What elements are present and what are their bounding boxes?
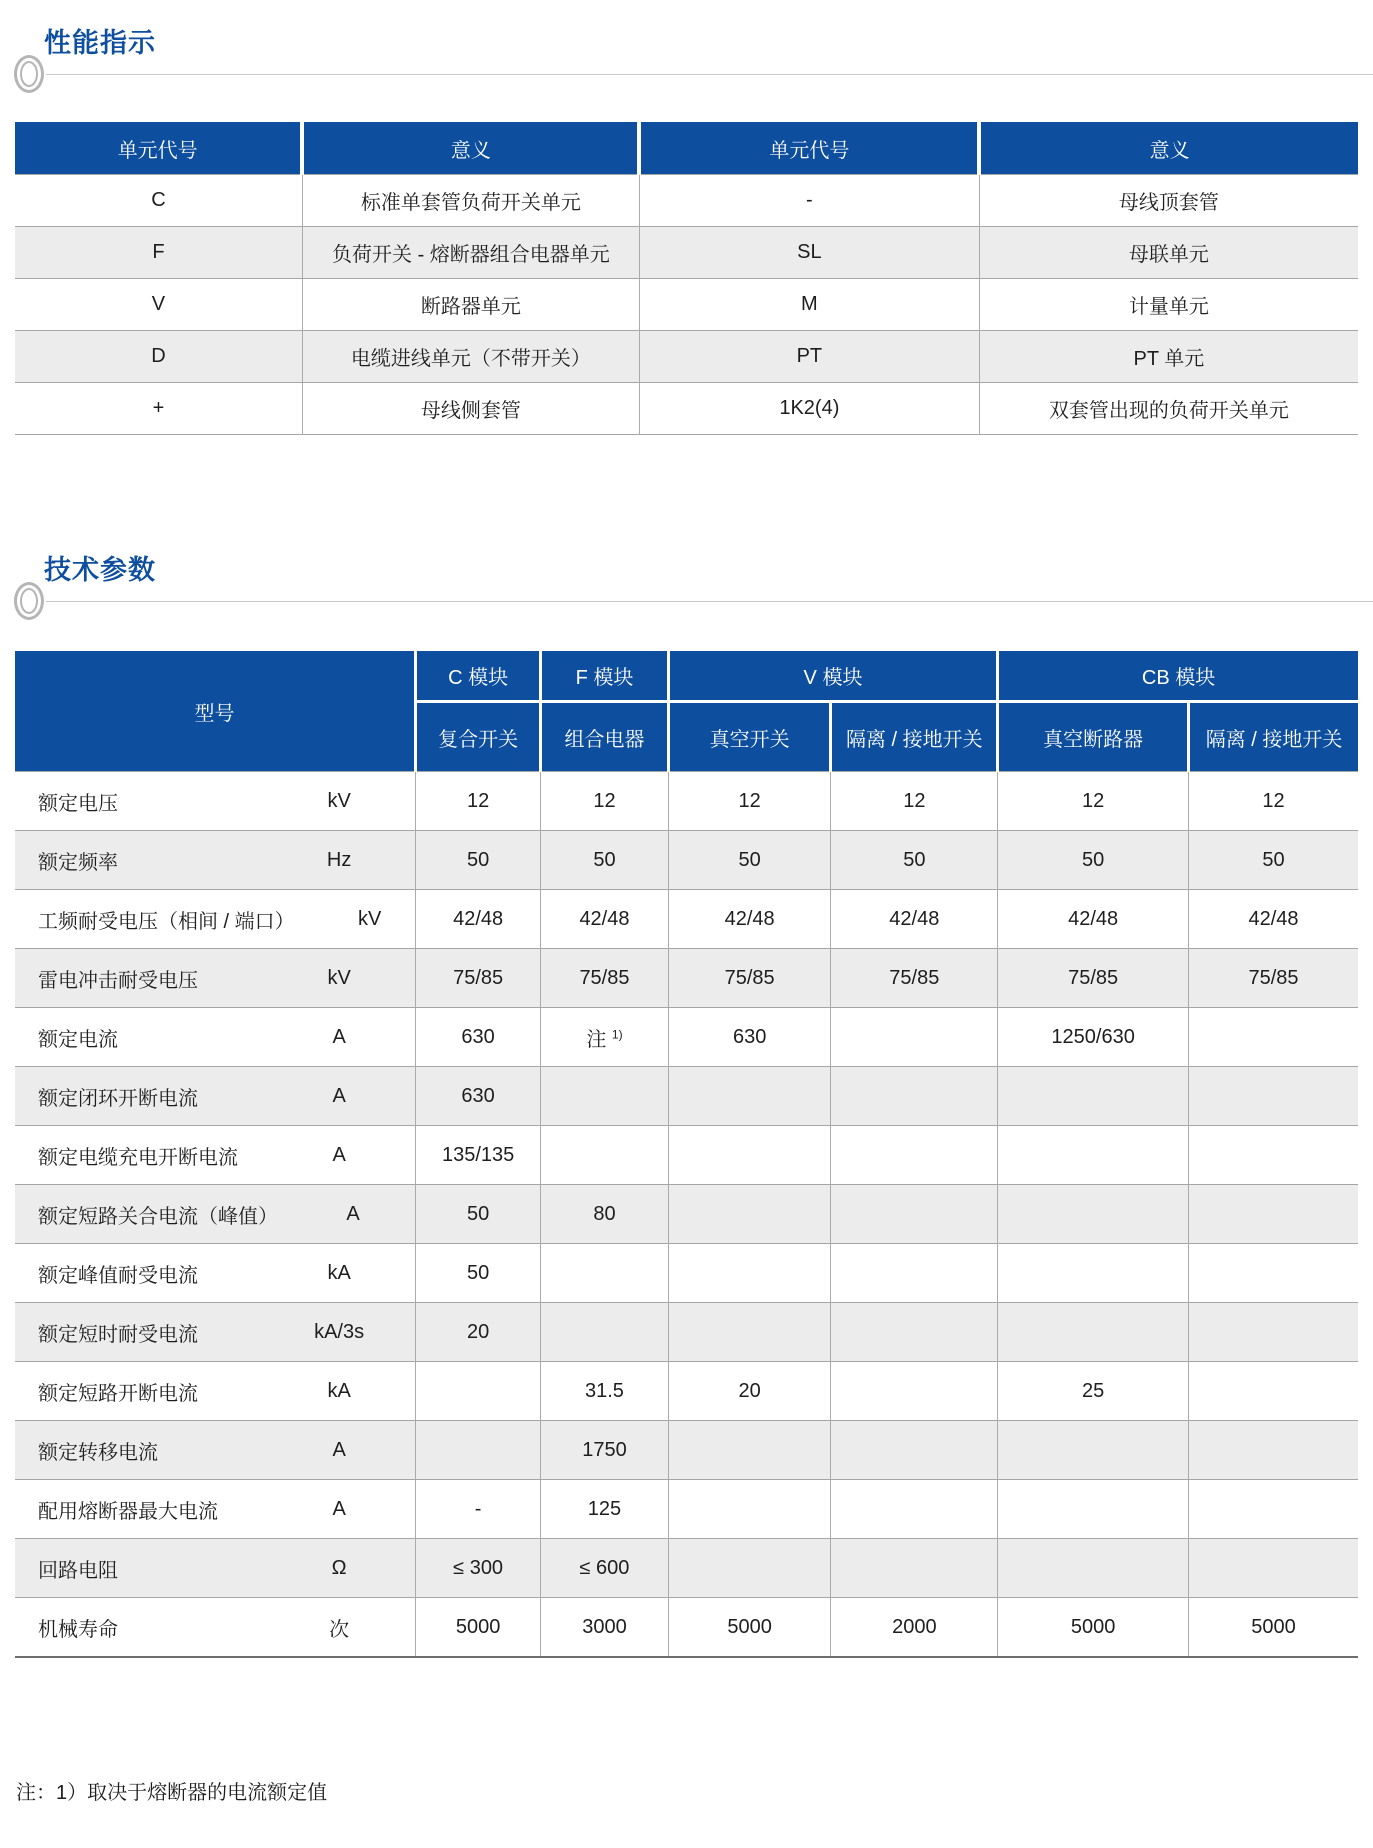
param-label-cell <box>15 1067 416 1126</box>
param-unit: Ω <box>331 1556 347 1579</box>
param-value <box>1189 1185 1358 1244</box>
param-value: 50 <box>831 831 998 890</box>
table-row <box>15 772 1358 831</box>
param-label-cell <box>15 1421 416 1480</box>
param-unit: kV <box>327 966 351 989</box>
param-name: 额定转移电流 <box>38 1441 158 1464</box>
param-label-cell <box>15 949 416 1008</box>
param-unit: kA <box>327 1379 351 1402</box>
param-name: 额定电流 <box>38 1028 118 1051</box>
param-value: 75/85 <box>541 949 669 1008</box>
unit-meaning-cell: 母联单元 <box>979 227 1358 279</box>
header-model: 型号 <box>15 651 416 772</box>
param-value: 630 <box>416 1067 541 1126</box>
module-group-f: F 模块 <box>541 651 669 702</box>
param-value: 12 <box>1189 772 1358 831</box>
param-value <box>831 1067 998 1126</box>
param-name: 额定频率 <box>38 851 118 874</box>
param-value <box>668 1244 831 1303</box>
param-value: 42/48 <box>541 890 669 949</box>
table-row <box>15 1303 1358 1362</box>
param-name: 额定短路关合电流（峰值） <box>38 1205 278 1228</box>
param-value <box>541 1126 669 1185</box>
param-value: 5000 <box>998 1598 1189 1658</box>
section-title-tech: 技术参数 <box>44 555 156 585</box>
table-row <box>15 1362 1358 1421</box>
section-title-performance: 性能指示 <box>44 28 156 58</box>
param-value <box>668 1539 831 1598</box>
param-value <box>998 1539 1189 1598</box>
param-value: 注 <box>586 1028 612 1051</box>
param-value <box>998 1126 1189 1185</box>
unit-meaning-cell: PT 单元 <box>979 331 1358 383</box>
param-value: - <box>416 1480 541 1539</box>
param-unit: kV <box>358 907 382 930</box>
param-value <box>1189 1126 1358 1185</box>
param-unit: A <box>332 1084 346 1107</box>
table-row <box>15 331 1358 383</box>
param-value: 5000 <box>416 1598 541 1658</box>
param-value <box>541 1244 669 1303</box>
unit-meaning-cell: 标准单套管负荷开关单元 <box>302 175 639 227</box>
param-value: 630 <box>668 1008 831 1067</box>
param-value <box>831 1185 998 1244</box>
param-value: 42/48 <box>831 890 998 949</box>
param-unit: kA <box>327 1261 351 1284</box>
param-value <box>831 1362 998 1421</box>
param-label-cell <box>15 1539 416 1598</box>
sub-header: 真空断路器 <box>998 702 1189 772</box>
param-value: 31.5 <box>541 1362 669 1421</box>
table-row <box>15 949 1358 1008</box>
table-row <box>15 1539 1358 1598</box>
param-value <box>1189 1067 1358 1126</box>
param-label-cell <box>15 1303 416 1362</box>
param-value: ≤ 600 <box>541 1539 669 1598</box>
param-value: 50 <box>416 1244 541 1303</box>
param-value: 80 <box>541 1185 669 1244</box>
param-name: 工频耐受电压（相间 / 端口） <box>38 910 295 933</box>
table-row <box>15 1244 1358 1303</box>
table-row <box>15 227 1358 279</box>
param-value: 50 <box>541 831 669 890</box>
param-value <box>998 1244 1189 1303</box>
param-name: 配用熔断器最大电流 <box>38 1500 218 1523</box>
param-value: 12 <box>668 772 831 831</box>
unit-meaning-cell: 母线顶套管 <box>979 175 1358 227</box>
param-unit: A <box>332 1438 346 1461</box>
unit-meaning-cell: 母线侧套管 <box>302 383 639 435</box>
param-value: 5000 <box>1189 1598 1358 1658</box>
param-value: 630 <box>416 1008 541 1067</box>
table-row <box>15 1480 1358 1539</box>
param-value <box>1189 1362 1358 1421</box>
param-name: 雷电冲击耐受电压 <box>38 969 198 992</box>
param-name: 额定闭环开断电流 <box>38 1087 198 1110</box>
unit-code-cell: - <box>639 175 979 227</box>
param-name: 额定电缆充电开断电流 <box>38 1146 238 1169</box>
param-value <box>541 1303 669 1362</box>
header-meaning: 意义 <box>979 122 1358 175</box>
param-value: 5000 <box>668 1598 831 1658</box>
param-label-cell <box>15 890 416 949</box>
param-value: 75/85 <box>831 949 998 1008</box>
param-value: 50 <box>416 831 541 890</box>
tech-params-table <box>15 651 1358 1658</box>
param-name: 额定峰值耐受电流 <box>38 1264 198 1287</box>
param-value-with-note <box>541 1008 669 1067</box>
header-unit-code: 单元代号 <box>639 122 979 175</box>
unit-meaning-cell: 双套管出现的负荷开关单元 <box>979 383 1358 435</box>
param-unit: kV <box>327 789 351 812</box>
param-label-cell <box>15 1362 416 1421</box>
param-value <box>998 1303 1189 1362</box>
param-value <box>1189 1303 1358 1362</box>
footnote-marker: 1) <box>611 1026 623 1041</box>
param-value <box>1189 1008 1358 1067</box>
section-rule <box>14 579 1373 623</box>
param-label-cell <box>15 1244 416 1303</box>
param-value: 3000 <box>541 1598 669 1658</box>
param-name: 额定短路开断电流 <box>38 1382 198 1405</box>
param-value: 75/85 <box>998 949 1189 1008</box>
param-label-cell <box>15 772 416 831</box>
param-unit: A <box>346 1202 360 1225</box>
param-value <box>831 1126 998 1185</box>
param-value: 42/48 <box>1189 890 1358 949</box>
param-value <box>831 1008 998 1067</box>
param-label-cell <box>15 1126 416 1185</box>
param-name: 机械寿命 <box>38 1618 118 1641</box>
param-unit: kA/3s <box>314 1320 365 1343</box>
unit-code-cell: D <box>15 331 302 383</box>
unit-code-cell: F <box>15 227 302 279</box>
table-row <box>15 1008 1358 1067</box>
unit-code-cell: V <box>15 279 302 331</box>
param-value: 42/48 <box>998 890 1189 949</box>
unit-code-cell: SL <box>639 227 979 279</box>
horizontal-rule <box>46 601 1373 602</box>
table-row <box>15 279 1358 331</box>
param-value <box>831 1421 998 1480</box>
param-value <box>668 1303 831 1362</box>
param-label-cell <box>15 831 416 890</box>
section-tech-params <box>0 435 1373 623</box>
param-unit: A <box>332 1143 346 1166</box>
param-label-cell <box>15 1185 416 1244</box>
unit-code-cell: PT <box>639 331 979 383</box>
horizontal-rule <box>46 74 1373 75</box>
param-value <box>1189 1244 1358 1303</box>
unit-table-header-row <box>15 122 1358 175</box>
param-value: 20 <box>668 1362 831 1421</box>
header-unit-code: 单元代号 <box>15 122 302 175</box>
param-value <box>668 1185 831 1244</box>
param-value <box>668 1480 831 1539</box>
param-value <box>831 1539 998 1598</box>
sub-header: 真空开关 <box>668 702 831 772</box>
param-value: 1750 <box>541 1421 669 1480</box>
param-value <box>998 1067 1189 1126</box>
param-value: 1250/630 <box>998 1008 1189 1067</box>
param-value: 75/85 <box>1189 949 1358 1008</box>
table-row <box>15 175 1358 227</box>
param-name: 回路电阻 <box>38 1559 118 1582</box>
footnote: 注：1）取决于熔断器的电流额定值 <box>16 1782 328 1804</box>
param-value <box>998 1480 1189 1539</box>
header-meaning: 意义 <box>302 122 639 175</box>
table-row <box>15 1421 1358 1480</box>
param-value: 125 <box>541 1480 669 1539</box>
param-unit: A <box>332 1025 346 1048</box>
param-value: 42/48 <box>416 890 541 949</box>
param-value <box>416 1421 541 1480</box>
param-value: 50 <box>998 831 1189 890</box>
param-value <box>541 1067 669 1126</box>
unit-code-cell: C <box>15 175 302 227</box>
param-value: 50 <box>416 1185 541 1244</box>
param-value <box>1189 1480 1358 1539</box>
sub-header: 隔离 / 接地开关 <box>1189 702 1358 772</box>
param-value: 2000 <box>831 1598 998 1658</box>
param-unit: A <box>332 1497 346 1520</box>
unit-meaning-cell: 计量单元 <box>979 279 1358 331</box>
unit-meaning-cell: 负荷开关 - 熔断器组合电器单元 <box>302 227 639 279</box>
param-name: 额定短时耐受电流 <box>38 1323 198 1346</box>
param-name: 额定电压 <box>38 792 118 815</box>
table-row <box>15 1067 1358 1126</box>
param-value: 50 <box>1189 831 1358 890</box>
module-group-c: C 模块 <box>416 651 541 702</box>
table-row <box>15 1598 1358 1658</box>
param-value: 135/135 <box>416 1126 541 1185</box>
module-group-cb: CB 模块 <box>998 651 1358 702</box>
param-value <box>998 1185 1189 1244</box>
table-row <box>15 890 1358 949</box>
section-performance <box>0 0 1373 96</box>
param-value <box>831 1480 998 1539</box>
unit-code-cell: + <box>15 383 302 435</box>
unit-code-table <box>15 122 1358 435</box>
param-value <box>668 1067 831 1126</box>
table-row <box>15 1185 1358 1244</box>
param-value <box>416 1362 541 1421</box>
param-value <box>668 1421 831 1480</box>
sub-header: 复合开关 <box>416 702 541 772</box>
table-row <box>15 831 1358 890</box>
param-value <box>998 1421 1189 1480</box>
param-value <box>1189 1421 1358 1480</box>
param-value: 12 <box>541 772 669 831</box>
param-value: 25 <box>998 1362 1189 1421</box>
sub-header: 隔离 / 接地开关 <box>831 702 998 772</box>
sub-header: 组合电器 <box>541 702 669 772</box>
unit-code-cell: 1K2(4) <box>639 383 979 435</box>
unit-meaning-cell: 电缆进线单元（不带开关） <box>302 331 639 383</box>
table-row <box>15 1126 1358 1185</box>
unit-meaning-cell: 断路器单元 <box>302 279 639 331</box>
param-value: 75/85 <box>416 949 541 1008</box>
param-value <box>668 1126 831 1185</box>
ring-ornament-icon <box>14 55 44 93</box>
table-row <box>15 383 1358 435</box>
param-label-cell <box>15 1598 416 1658</box>
param-label-cell <box>15 1480 416 1539</box>
param-value: 12 <box>416 772 541 831</box>
param-value: 12 <box>831 772 998 831</box>
section-rule <box>14 52 1373 96</box>
param-unit: 次 <box>329 1618 350 1641</box>
module-group-v: V 模块 <box>668 651 997 702</box>
param-value: 50 <box>668 831 831 890</box>
param-value <box>831 1244 998 1303</box>
param-value: 20 <box>416 1303 541 1362</box>
module-group-header-row <box>15 651 1358 702</box>
param-value: 75/85 <box>668 949 831 1008</box>
param-value <box>831 1303 998 1362</box>
param-value <box>1189 1539 1358 1598</box>
param-value: 42/48 <box>668 890 831 949</box>
param-label-cell <box>15 1008 416 1067</box>
unit-code-cell: M <box>639 279 979 331</box>
param-unit: Hz <box>326 848 352 871</box>
param-value: ≤ 300 <box>416 1539 541 1598</box>
param-value: 12 <box>998 772 1189 831</box>
ring-ornament-icon <box>14 582 44 620</box>
